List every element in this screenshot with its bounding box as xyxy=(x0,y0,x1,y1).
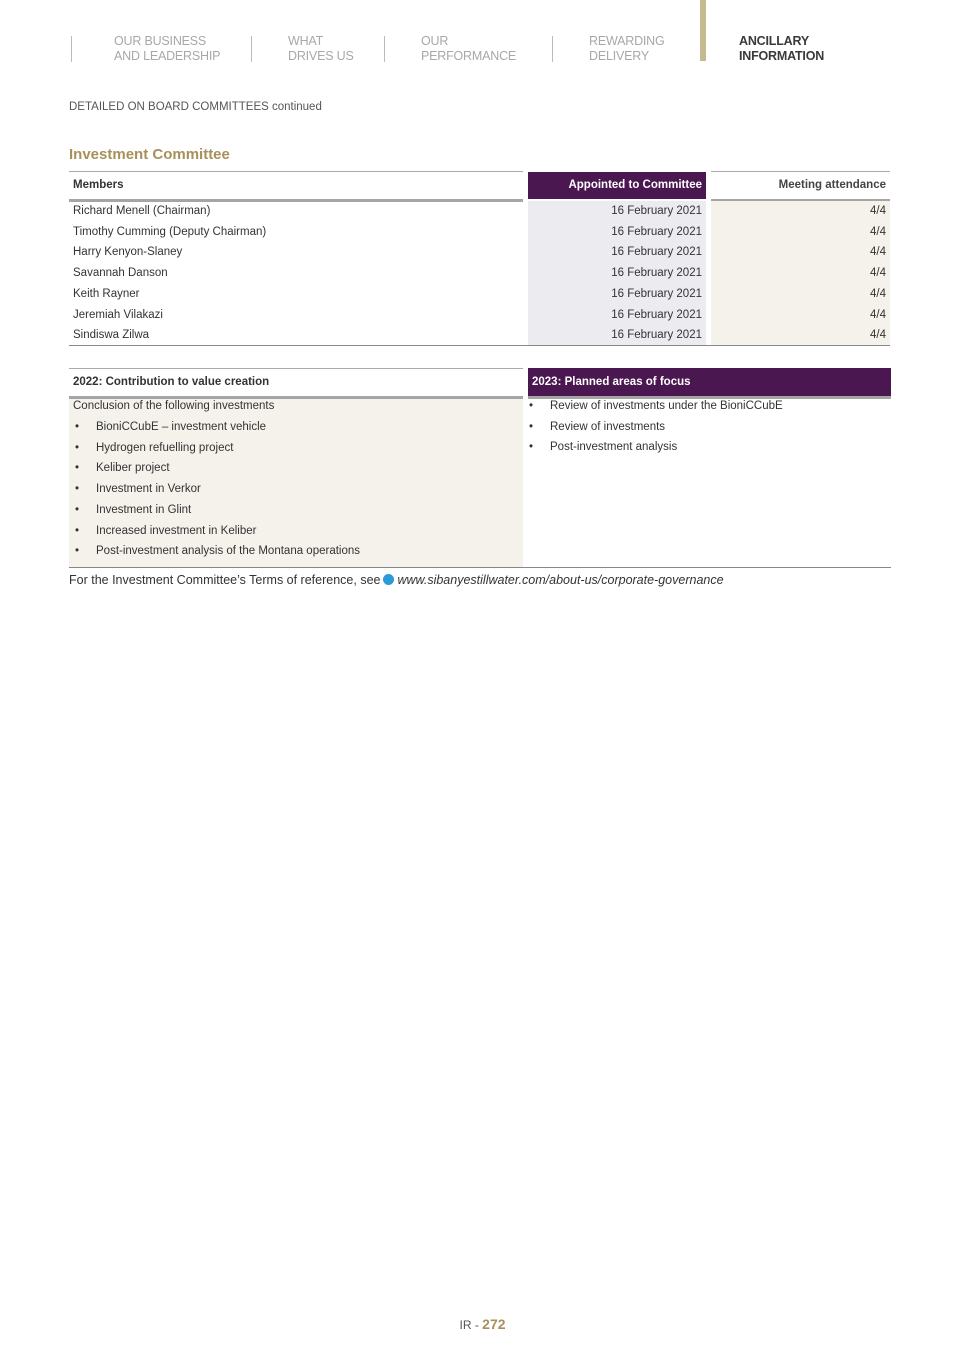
section-subtitle: DETAILED ON BOARD COMMITTEES continued xyxy=(69,101,322,113)
member-name: Sindiswa Zilwa xyxy=(73,329,150,342)
list-item: • BioniCCubE – investment vehicle xyxy=(69,417,270,438)
bullet-icon: • xyxy=(529,420,534,433)
nav-our-performance[interactable]: OUR PERFORMANCE xyxy=(421,34,517,63)
nav-divider xyxy=(384,36,385,62)
header-2022-contribution: 2022: Contribution to value creation xyxy=(73,376,270,388)
list-item: • Hydrogen refuelling project xyxy=(69,438,237,459)
appointed-date: 16 February 2021 xyxy=(611,267,702,280)
terms-reference-note: For the Investment Committee’s Terms of reference, see www.sibanyestillwater.com/about-us/corporate-governance xyxy=(69,573,724,587)
governance-link[interactable]: www.sibanyestillwater.com/about-us/corporate-governance xyxy=(397,573,724,587)
bullet-icon: • xyxy=(75,545,80,558)
bullet-icon: • xyxy=(75,462,80,475)
bullet-icon: • xyxy=(529,400,534,412)
nav-our-business[interactable]: OUR BUSINESS AND LEADERSHIP xyxy=(114,34,221,63)
list-item: • Keliber project xyxy=(69,458,174,479)
globe-icon xyxy=(383,574,394,585)
list-item: • Post-investment analysis of the Montana operations xyxy=(69,541,364,562)
header-appointed: Appointed to Committee xyxy=(528,172,706,199)
appointed-date: 16 February 2021 xyxy=(611,246,702,259)
list-item: • Investment in Verkor xyxy=(69,479,205,500)
bullet-icon: • xyxy=(75,483,80,496)
member-name: Keith Rayner xyxy=(73,287,140,300)
appointed-date: 16 February 2021 xyxy=(611,287,702,300)
bullet-icon: • xyxy=(75,441,80,454)
member-name: Jeremiah Vilakazi xyxy=(73,308,163,321)
attendance: 4/4 xyxy=(870,287,886,300)
list-item: • Investment in Glint xyxy=(69,500,195,521)
bullet-icon: • xyxy=(529,441,534,454)
appointed-date: 16 February 2021 xyxy=(611,329,702,342)
list-item: • Post-investment analysis xyxy=(523,437,681,458)
attendance: 4/4 xyxy=(870,267,886,280)
page-number: IR - 272 xyxy=(459,1316,506,1332)
header-2023-focus: 2023: Planned areas of focus xyxy=(528,368,891,397)
attendance: 4/4 xyxy=(870,308,886,321)
attendance: 4/4 xyxy=(870,225,886,238)
attendance: 4/4 xyxy=(870,205,886,217)
member-name: Harry Kenyon-Slaney xyxy=(73,246,183,259)
nav-what-drives-us[interactable]: WHAT DRIVES US xyxy=(288,34,354,63)
bullet-icon: • xyxy=(75,421,80,433)
header-attendance: Meeting attendance xyxy=(778,179,886,191)
nav-divider xyxy=(71,36,72,62)
list-item: • Increased investment in Keliber xyxy=(69,521,260,542)
attendance: 4/4 xyxy=(870,329,886,342)
nav-rewarding-delivery[interactable]: REWARDING DELIVERY xyxy=(589,34,665,63)
appointed-date: 16 February 2021 xyxy=(611,225,702,238)
member-name: Savannah Danson xyxy=(73,267,168,280)
nav-ancillary-information[interactable]: ANCILLARY INFORMATION xyxy=(739,34,825,63)
nav-divider xyxy=(552,36,553,62)
bullet-icon: • xyxy=(75,524,80,537)
list-item: • Review of investments under the BioniCCubE xyxy=(523,396,787,417)
nav-divider xyxy=(251,36,252,62)
header-members: Members xyxy=(73,179,124,191)
page-title: Investment Committee xyxy=(69,146,230,163)
bullet-icon: • xyxy=(75,503,80,516)
attendance: 4/4 xyxy=(870,246,886,259)
contribution-intro: Conclusion of the following investments xyxy=(73,400,275,412)
list-item: • Review of investments xyxy=(523,417,669,438)
member-name: Timothy Cumming (Deputy Chairman) xyxy=(73,225,267,238)
appointed-date: 16 February 2021 xyxy=(611,205,702,217)
member-name: Richard Menell (Chairman) xyxy=(73,205,211,217)
section-nav xyxy=(0,34,965,64)
appointed-date: 16 February 2021 xyxy=(611,308,702,321)
